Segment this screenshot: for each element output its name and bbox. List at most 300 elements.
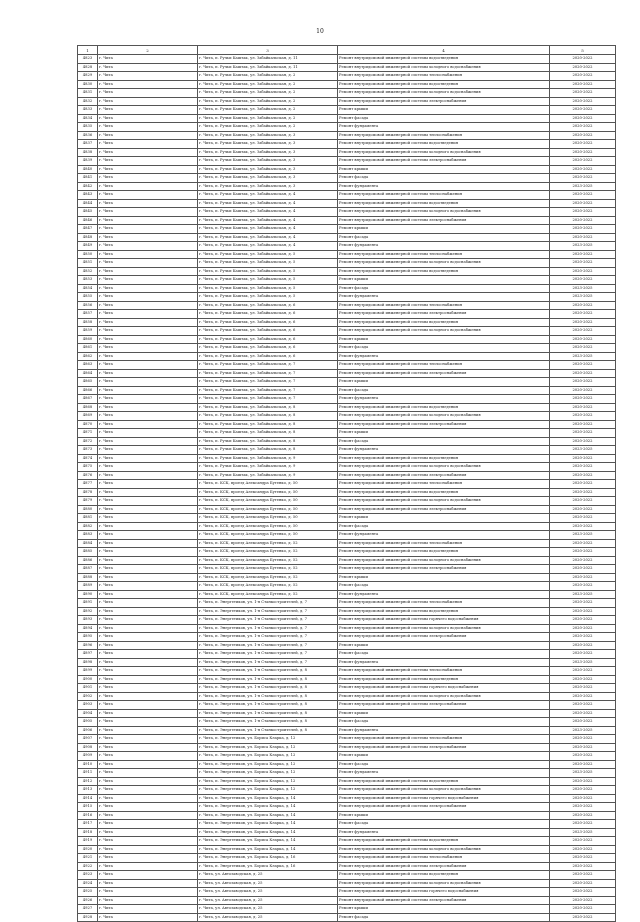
table-row <box>78 896 616 905</box>
work-type-cell: Ремонт внутридомовой инженерной системы электроснабжения <box>338 420 550 429</box>
table-row <box>78 905 616 914</box>
municipality-cell: г. Чита <box>98 412 198 421</box>
period-cell: 2020-2022 <box>550 752 616 761</box>
address-cell: г. Чита, ул. Автозаводская, д. 25 <box>198 913 338 922</box>
row-number-cell: 4907 <box>78 735 98 744</box>
work-type-cell: Ремонт фундамента <box>338 590 550 599</box>
work-type-cell: Ремонт фундамента <box>338 446 550 455</box>
work-type-cell: Ремонт внутридомовой инженерной системы горячего водоснабжения <box>338 888 550 897</box>
address-cell: г. Чита, п. Энергетиков, ул. Бориса Кларка, д. 14 <box>198 837 338 846</box>
municipality-cell: г. Чита <box>98 165 198 174</box>
table-row <box>78 522 616 531</box>
row-number-cell: 4853 <box>78 276 98 285</box>
table-row <box>78 72 616 81</box>
municipality-cell: г. Чита <box>98 786 198 795</box>
row-number-cell: 4903 <box>78 701 98 710</box>
address-cell: г. Чита, п. Ручьи Каштак, ул. Забайкальская, д. 5 <box>198 293 338 302</box>
period-cell: 2020-2022 <box>550 548 616 557</box>
row-number-cell: 4831 <box>78 89 98 98</box>
row-number-cell: 4910 <box>78 760 98 769</box>
table-row <box>78 284 616 293</box>
table-row <box>78 743 616 752</box>
period-cell: 2020-2022 <box>550 437 616 446</box>
period-cell: 2020-2022 <box>550 225 616 234</box>
address-cell: г. Чита, ул. Автозаводская, д. 25 <box>198 871 338 880</box>
period-cell: 2023-2025 <box>550 531 616 540</box>
period-cell: 2020-2022 <box>550 165 616 174</box>
municipality-cell: г. Чита <box>98 293 198 302</box>
period-cell: 2020-2022 <box>550 106 616 115</box>
work-type-cell: Ремонт фасада <box>338 582 550 591</box>
row-number-cell: 4838 <box>78 148 98 157</box>
period-cell: 2020-2022 <box>550 505 616 514</box>
row-number-cell: 4902 <box>78 692 98 701</box>
address-cell: г. Чита, п. Ручьи Каштак, ул. Забайкальская, д. 2 <box>198 114 338 123</box>
address-cell: г. Чита, п. Ручьи Каштак, ул. Забайкальская, д. 4 <box>198 242 338 251</box>
work-type-cell: Ремонт внутридомовой инженерной системы горячего водоснабжения <box>338 684 550 693</box>
period-cell: 2020-2022 <box>550 573 616 582</box>
period-cell: 2020-2022 <box>550 89 616 98</box>
work-type-cell: Ремонт внутридомовой инженерной системы холодного водоснабжения <box>338 879 550 888</box>
row-number-cell: 4926 <box>78 896 98 905</box>
work-type-cell: Ремонт внутридомовой инженерной системы электроснабжения <box>338 896 550 905</box>
table-row <box>78 803 616 812</box>
table-row <box>78 548 616 557</box>
work-type-cell: Ремонт внутридомовой инженерной системы холодного водоснабжения <box>338 148 550 157</box>
table-row <box>78 335 616 344</box>
municipality-cell: г. Чита <box>98 888 198 897</box>
municipality-cell: г. Чита <box>98 361 198 370</box>
table-row <box>78 624 616 633</box>
row-number-cell: 4920 <box>78 845 98 854</box>
row-number-cell: 4888 <box>78 573 98 582</box>
period-cell: 2020-2022 <box>550 811 616 820</box>
row-number-cell: 4870 <box>78 420 98 429</box>
period-cell: 2020-2022 <box>550 582 616 591</box>
row-number-cell: 4892 <box>78 607 98 616</box>
municipality-cell: г. Чита <box>98 777 198 786</box>
period-cell: 2020-2022 <box>550 735 616 744</box>
row-number-cell: 4833 <box>78 106 98 115</box>
row-number-cell: 4899 <box>78 667 98 676</box>
row-number-cell: 4924 <box>78 879 98 888</box>
row-number-cell: 4908 <box>78 743 98 752</box>
row-number-cell: 4832 <box>78 97 98 106</box>
table-row <box>78 582 616 591</box>
municipality-cell: г. Чита <box>98 862 198 871</box>
work-type-cell: Ремонт фасада <box>338 820 550 829</box>
address-cell: г. Чита, п. Ручьи Каштак, ул. Забайкальская, д. 6 <box>198 327 338 336</box>
address-cell: г. Чита, п. Энергетиков, ул. 1-я Станкостроителей, д. 7 <box>198 641 338 650</box>
period-cell: 2020-2022 <box>550 913 616 922</box>
table-row <box>78 63 616 72</box>
municipality-cell: г. Чита <box>98 675 198 684</box>
row-number-cell: 4885 <box>78 548 98 557</box>
work-type-cell: Ремонт крыши <box>338 573 550 582</box>
address-cell: г. Чита, п. КСК, проезд Александра Бутенко, д. 50 <box>198 522 338 531</box>
row-number-cell: 4894 <box>78 624 98 633</box>
address-cell: г. Чита, п. Энергетиков, ул. Бориса Кларка, д. 14 <box>198 811 338 820</box>
work-type-cell: Ремонт внутридомовой инженерной системы теплоснабжения <box>338 250 550 259</box>
work-type-cell: Ремонт фундамента <box>338 123 550 132</box>
address-cell: г. Чита, п. КСК, проезд Александра Бутенко, д. 52 <box>198 573 338 582</box>
period-cell: 2020-2022 <box>550 701 616 710</box>
period-cell: 2020-2022 <box>550 378 616 387</box>
period-cell: 2020-2022 <box>550 335 616 344</box>
address-cell: г. Чита, п. Ручьи Каштак, ул. Забайкальская, д. 3 <box>198 182 338 191</box>
page-number: 10 <box>316 28 324 35</box>
table-row <box>78 412 616 421</box>
table-row <box>78 106 616 115</box>
row-number-cell: 4849 <box>78 242 98 251</box>
period-cell: 2023-2025 <box>550 182 616 191</box>
period-cell: 2023-2025 <box>550 769 616 778</box>
address-cell: г. Чита, ул. Автозаводская, д. 25 <box>198 879 338 888</box>
period-cell: 2020-2022 <box>550 369 616 378</box>
municipality-cell: г. Чита <box>98 403 198 412</box>
municipality-cell: г. Чита <box>98 607 198 616</box>
work-type-cell: Ремонт крыши <box>338 641 550 650</box>
period-cell: 2023-2025 <box>550 590 616 599</box>
period-cell: 2020-2022 <box>550 641 616 650</box>
work-type-cell: Ремонт внутридомовой инженерной системы водоотведения <box>338 403 550 412</box>
municipality-cell: г. Чита <box>98 692 198 701</box>
municipality-cell: г. Чита <box>98 106 198 115</box>
period-cell: 2020-2022 <box>550 633 616 642</box>
row-number-cell: 4880 <box>78 505 98 514</box>
period-cell: 2020-2022 <box>550 80 616 89</box>
address-cell: г. Чита, п. Ручьи Каштак, ул. Забайкальская, д. 3 <box>198 157 338 166</box>
address-cell: г. Чита, п. Энергетиков, ул. 1-я Станкостроителей, д. 7 <box>198 599 338 608</box>
table-row <box>78 446 616 455</box>
work-type-cell: Ремонт внутридомовой инженерной системы электроснабжения <box>338 216 550 225</box>
table-row <box>78 267 616 276</box>
address-cell: г. Чита, п. Ручьи Каштак, ул. Забайкальская, д. 4 <box>198 191 338 200</box>
work-type-cell: Ремонт фасада <box>338 386 550 395</box>
municipality-cell: г. Чита <box>98 854 198 863</box>
table-row <box>78 225 616 234</box>
row-number-cell: 4884 <box>78 539 98 548</box>
row-number-cell: 4919 <box>78 837 98 846</box>
period-cell: 2020-2022 <box>550 72 616 81</box>
municipality-cell: г. Чита <box>98 590 198 599</box>
table-row <box>78 845 616 854</box>
table-row <box>78 242 616 251</box>
period-cell: 2020-2022 <box>550 837 616 846</box>
address-cell: г. Чита, п. Энергетиков, ул. Бориса Кларка, д. 14 <box>198 828 338 837</box>
work-type-cell: Ремонт внутридомовой инженерной системы горячего водоснабжения <box>338 616 550 625</box>
row-number-cell: 4876 <box>78 471 98 480</box>
municipality-cell: г. Чита <box>98 437 198 446</box>
table-row <box>78 726 616 735</box>
table-row <box>78 80 616 89</box>
work-type-cell: Ремонт крыши <box>338 752 550 761</box>
address-cell: г. Чита, п. Ручьи Каштак, ул. Забайкальская, д. 6 <box>198 301 338 310</box>
municipality-cell: г. Чита <box>98 905 198 914</box>
row-number-cell: 4916 <box>78 811 98 820</box>
table-row <box>78 599 616 608</box>
address-cell: г. Чита, п. Ручьи Каштак, ул. Забайкальская, д. 9 <box>198 463 338 472</box>
municipality-cell: г. Чита <box>98 650 198 659</box>
table-row <box>78 480 616 489</box>
municipality-cell: г. Чита <box>98 480 198 489</box>
row-number-cell: 4864 <box>78 369 98 378</box>
work-type-cell: Ремонт внутридомовой инженерной системы теплоснабжения <box>338 854 550 863</box>
table-row <box>78 395 616 404</box>
work-type-cell: Ремонт крыши <box>338 905 550 914</box>
period-cell: 2020-2022 <box>550 157 616 166</box>
work-type-cell: Ремонт внутридомовой инженерной системы холодного водоснабжения <box>338 89 550 98</box>
row-number-cell: 4843 <box>78 191 98 200</box>
address-cell: г. Чита, п. Ручьи Каштак, ул. Забайкальская, д. 5 <box>198 259 338 268</box>
row-number-cell: 4921 <box>78 854 98 863</box>
municipality-cell: г. Чита <box>98 879 198 888</box>
work-type-cell: Ремонт крыши <box>338 811 550 820</box>
period-cell: 2020-2022 <box>550 871 616 880</box>
row-number-cell: 4845 <box>78 208 98 217</box>
period-cell: 2020-2022 <box>550 845 616 854</box>
address-cell: г. Чита, п. Энергетиков, ул. 1-я Станкостроителей, д. 8 <box>198 667 338 676</box>
table-row <box>78 539 616 548</box>
column-header: 4 <box>338 46 550 55</box>
row-number-cell: 4900 <box>78 675 98 684</box>
address-cell: г. Чита, п. Энергетиков, ул. 1-я Станкостроителей, д. 7 <box>198 650 338 659</box>
row-number-cell: 4927 <box>78 905 98 914</box>
municipality-cell: г. Чита <box>98 55 198 64</box>
row-number-cell: 4828 <box>78 63 98 72</box>
period-cell: 2020-2022 <box>550 514 616 523</box>
period-cell: 2020-2022 <box>550 361 616 370</box>
address-cell: г. Чита, п. Ручьи Каштак, ул. Забайкальская, д. 4 <box>198 216 338 225</box>
table-row <box>78 709 616 718</box>
address-cell: г. Чита, п. Энергетиков, ул. Бориса Кларка, д. 12 <box>198 743 338 752</box>
address-cell: г. Чита, п. КСК, проезд Александра Бутенко, д. 50 <box>198 488 338 497</box>
address-cell: г. Чита, п. Ручьи Каштак, ул. Забайкальская, д. 8 <box>198 429 338 438</box>
table-row <box>78 378 616 387</box>
municipality-cell: г. Чита <box>98 157 198 166</box>
column-header: 2 <box>98 46 198 55</box>
row-number-cell: 4839 <box>78 157 98 166</box>
period-cell: 2020-2022 <box>550 429 616 438</box>
work-type-cell: Ремонт внутридомовой инженерной системы теплоснабжения <box>338 72 550 81</box>
address-cell: г. Чита, п. КСК, проезд Александра Бутенко, д. 52 <box>198 548 338 557</box>
address-cell: г. Чита, п. Энергетиков, ул. 1-я Станкостроителей, д. 8 <box>198 718 338 727</box>
period-cell: 2020-2022 <box>550 131 616 140</box>
period-cell: 2020-2022 <box>550 208 616 217</box>
work-type-cell: Ремонт внутридомовой инженерной системы теплоснабжения <box>338 361 550 370</box>
table-row <box>78 55 616 64</box>
municipality-cell: г. Чита <box>98 565 198 574</box>
municipality-cell: г. Чита <box>98 794 198 803</box>
municipality-cell: г. Чита <box>98 871 198 880</box>
period-cell: 2020-2022 <box>550 539 616 548</box>
row-number-cell: 4875 <box>78 463 98 472</box>
address-cell: г. Чита, п. КСК, проезд Александра Бутенко, д. 52 <box>198 590 338 599</box>
address-cell: г. Чита, п. Энергетиков, ул. Бориса Кларка, д. 14 <box>198 803 338 812</box>
work-type-cell: Ремонт внутридомовой инженерной системы водоотведения <box>338 777 550 786</box>
period-cell: 2020-2022 <box>550 624 616 633</box>
table-row <box>78 820 616 829</box>
work-type-cell: Ремонт внутридомовой инженерной системы теплоснабжения <box>338 599 550 608</box>
work-type-cell: Ремонт внутридомовой инженерной системы холодного водоснабжения <box>338 412 550 421</box>
row-number-cell: 4844 <box>78 199 98 208</box>
municipality-cell: г. Чита <box>98 123 198 132</box>
period-cell: 2020-2022 <box>550 267 616 276</box>
period-cell: 2020-2022 <box>550 522 616 531</box>
table-row <box>78 140 616 149</box>
municipality-cell: г. Чита <box>98 420 198 429</box>
address-cell: г. Чита, п. Энергетиков, ул. Бориса Кларка, д. 12 <box>198 735 338 744</box>
address-cell: г. Чита, п. Ручьи Каштак, ул. Забайкальская, д. 3 <box>198 131 338 140</box>
work-type-cell: Ремонт внутридомовой инженерной системы горячего водоснабжения <box>338 794 550 803</box>
address-cell: г. Чита, п. Энергетиков, ул. Бориса Кларка, д. 16 <box>198 854 338 863</box>
row-number-cell: 4911 <box>78 769 98 778</box>
work-type-cell: Ремонт внутридомовой инженерной системы теплоснабжения <box>338 539 550 548</box>
table-row <box>78 369 616 378</box>
table-row <box>78 301 616 310</box>
municipality-cell: г. Чита <box>98 769 198 778</box>
municipality-cell: г. Чита <box>98 267 198 276</box>
work-type-cell: Ремонт внутридомовой инженерной системы холодного водоснабжения <box>338 845 550 854</box>
table-row <box>78 769 616 778</box>
period-cell: 2020-2022 <box>550 777 616 786</box>
table-row <box>78 667 616 676</box>
municipality-cell: г. Чита <box>98 327 198 336</box>
work-type-cell: Ремонт внутридомовой инженерной системы холодного водоснабжения <box>338 497 550 506</box>
work-type-cell: Ремонт крыши <box>338 106 550 115</box>
work-type-cell: Ремонт внутридомовой инженерной системы электроснабжения <box>338 157 550 166</box>
repair-schedule-table <box>77 45 616 922</box>
row-number-cell: 4928 <box>78 913 98 922</box>
address-cell: г. Чита, п. Энергетиков, ул. 1-я Станкостроителей, д. 8 <box>198 675 338 684</box>
municipality-cell: г. Чита <box>98 913 198 922</box>
work-type-cell: Ремонт фундамента <box>338 726 550 735</box>
work-type-cell: Ремонт фундамента <box>338 293 550 302</box>
municipality-cell: г. Чита <box>98 684 198 693</box>
work-type-cell: Ремонт крыши <box>338 225 550 234</box>
address-cell: г. Чита, п. Ручьи Каштак, ул. Забайкальская, д. 5 <box>198 267 338 276</box>
period-cell: 2020-2022 <box>550 862 616 871</box>
row-number-cell: 4861 <box>78 344 98 353</box>
table-row <box>78 488 616 497</box>
address-cell: г. Чита, п. Энергетиков, ул. 1-я Станкостроителей, д. 7 <box>198 616 338 625</box>
table-row <box>78 616 616 625</box>
row-number-cell: 4847 <box>78 225 98 234</box>
table-row <box>78 318 616 327</box>
address-cell: г. Чита, п. Ручьи Каштак, ул. Забайкальская, д. 11 <box>198 63 338 72</box>
municipality-cell: г. Чита <box>98 633 198 642</box>
work-type-cell: Ремонт внутридомовой инженерной системы электроснабжения <box>338 803 550 812</box>
row-number-cell: 4855 <box>78 293 98 302</box>
address-cell: г. Чита, п. Ручьи Каштак, ул. Забайкальская, д. 8 <box>198 403 338 412</box>
address-cell: г. Чита, п. Ручьи Каштак, ул. Забайкальская, д. 7 <box>198 361 338 370</box>
period-cell: 2020-2022 <box>550 854 616 863</box>
table-row <box>78 114 616 123</box>
table-row <box>78 293 616 302</box>
municipality-cell: г. Чита <box>98 752 198 761</box>
address-cell: г. Чита, п. Ручьи Каштак, ул. Забайкальская, д. 3 <box>198 174 338 183</box>
address-cell: г. Чита, п. Ручьи Каштак, ул. Забайкальская, д. 6 <box>198 318 338 327</box>
work-type-cell: Ремонт крыши <box>338 335 550 344</box>
address-cell: г. Чита, п. КСК, проезд Александра Бутенко, д. 50 <box>198 514 338 523</box>
work-type-cell: Ремонт фундамента <box>338 352 550 361</box>
row-number-cell: 4850 <box>78 250 98 259</box>
table-row <box>78 760 616 769</box>
period-cell: 2020-2022 <box>550 199 616 208</box>
work-type-cell: Ремонт внутридомовой инженерной системы теплоснабжения <box>338 480 550 489</box>
work-type-cell: Ремонт внутридомовой инженерной системы холодного водоснабжения <box>338 463 550 472</box>
address-cell: г. Чита, п. Ручьи Каштак, ул. Забайкальская, д. 9 <box>198 471 338 480</box>
table-row <box>78 862 616 871</box>
table-row <box>78 327 616 336</box>
period-cell: 2020-2022 <box>550 174 616 183</box>
work-type-cell: Ремонт внутридомовой инженерной системы электроснабжения <box>338 505 550 514</box>
row-number-cell: 4854 <box>78 284 98 293</box>
table-row <box>78 794 616 803</box>
period-cell: 2020-2022 <box>550 395 616 404</box>
address-cell: г. Чита, п. КСК, проезд Александра Бутенко, д. 50 <box>198 480 338 489</box>
municipality-cell: г. Чита <box>98 148 198 157</box>
address-cell: г. Чита, п. Энергетиков, ул. Бориса Кларка, д. 12 <box>198 777 338 786</box>
period-cell: 2020-2022 <box>550 556 616 565</box>
column-header: 5 <box>550 46 616 55</box>
municipality-cell: г. Чита <box>98 284 198 293</box>
work-type-cell: Ремонт внутридомовой инженерной системы водоотведения <box>338 488 550 497</box>
row-number-cell: 4891 <box>78 599 98 608</box>
address-cell: г. Чита, п. Ручьи Каштак, ул. Забайкальская, д. 7 <box>198 395 338 404</box>
row-number-cell: 4858 <box>78 318 98 327</box>
table-row <box>78 658 616 667</box>
municipality-cell: г. Чита <box>98 335 198 344</box>
work-type-cell: Ремонт внутридомовой инженерной системы холодного водоснабжения <box>338 259 550 268</box>
work-type-cell: Ремонт внутридомовой инженерной системы холодного водоснабжения <box>338 327 550 336</box>
municipality-cell: г. Чита <box>98 182 198 191</box>
address-cell: г. Чита, п. КСК, проезд Александра Бутенко, д. 52 <box>198 582 338 591</box>
period-cell: 2020-2022 <box>550 709 616 718</box>
address-cell: г. Чита, п. Энергетиков, ул. 1-я Станкостроителей, д. 8 <box>198 692 338 701</box>
work-type-cell: Ремонт внутридомовой инженерной системы электроснабжения <box>338 471 550 480</box>
table-row <box>78 361 616 370</box>
work-type-cell: Ремонт фасада <box>338 174 550 183</box>
row-number-cell: 4872 <box>78 437 98 446</box>
municipality-cell: г. Чита <box>98 548 198 557</box>
municipality-cell: г. Чита <box>98 539 198 548</box>
period-cell: 2020-2022 <box>550 463 616 472</box>
table-row <box>78 565 616 574</box>
address-cell: г. Чита, п. Ручьи Каштак, ул. Забайкальская, д. 5 <box>198 276 338 285</box>
work-type-cell: Ремонт внутридомовой инженерной системы водоотведения <box>338 140 550 149</box>
address-cell: г. Чита, п. Энергетиков, ул. 1-я Станкостроителей, д. 8 <box>198 684 338 693</box>
municipality-cell: г. Чита <box>98 301 198 310</box>
municipality-cell: г. Чита <box>98 131 198 140</box>
work-type-cell: Ремонт внутридомовой инженерной системы электроснабжения <box>338 862 550 871</box>
table-row <box>78 718 616 727</box>
table-row <box>78 607 616 616</box>
period-cell: 2023-2025 <box>550 828 616 837</box>
work-type-cell: Ремонт внутридомовой инженерной системы электроснабжения <box>338 97 550 106</box>
row-number-cell: 4835 <box>78 123 98 132</box>
municipality-cell: г. Чита <box>98 522 198 531</box>
period-cell: 2020-2022 <box>550 327 616 336</box>
table-row <box>78 531 616 540</box>
municipality-cell: г. Чита <box>98 718 198 727</box>
work-type-cell: Ремонт внутридомовой инженерной системы электроснабжения <box>338 369 550 378</box>
address-cell: г. Чита, п. Энергетиков, ул. 1-я Станкостроителей, д. 7 <box>198 633 338 642</box>
row-number-cell: 4898 <box>78 658 98 667</box>
work-type-cell: Ремонт внутридомовой инженерной системы водоотведения <box>338 80 550 89</box>
work-type-cell: Ремонт крыши <box>338 429 550 438</box>
address-cell: г. Чита, п. Ручьи Каштак, ул. Забайкальская, д. 4 <box>198 225 338 234</box>
